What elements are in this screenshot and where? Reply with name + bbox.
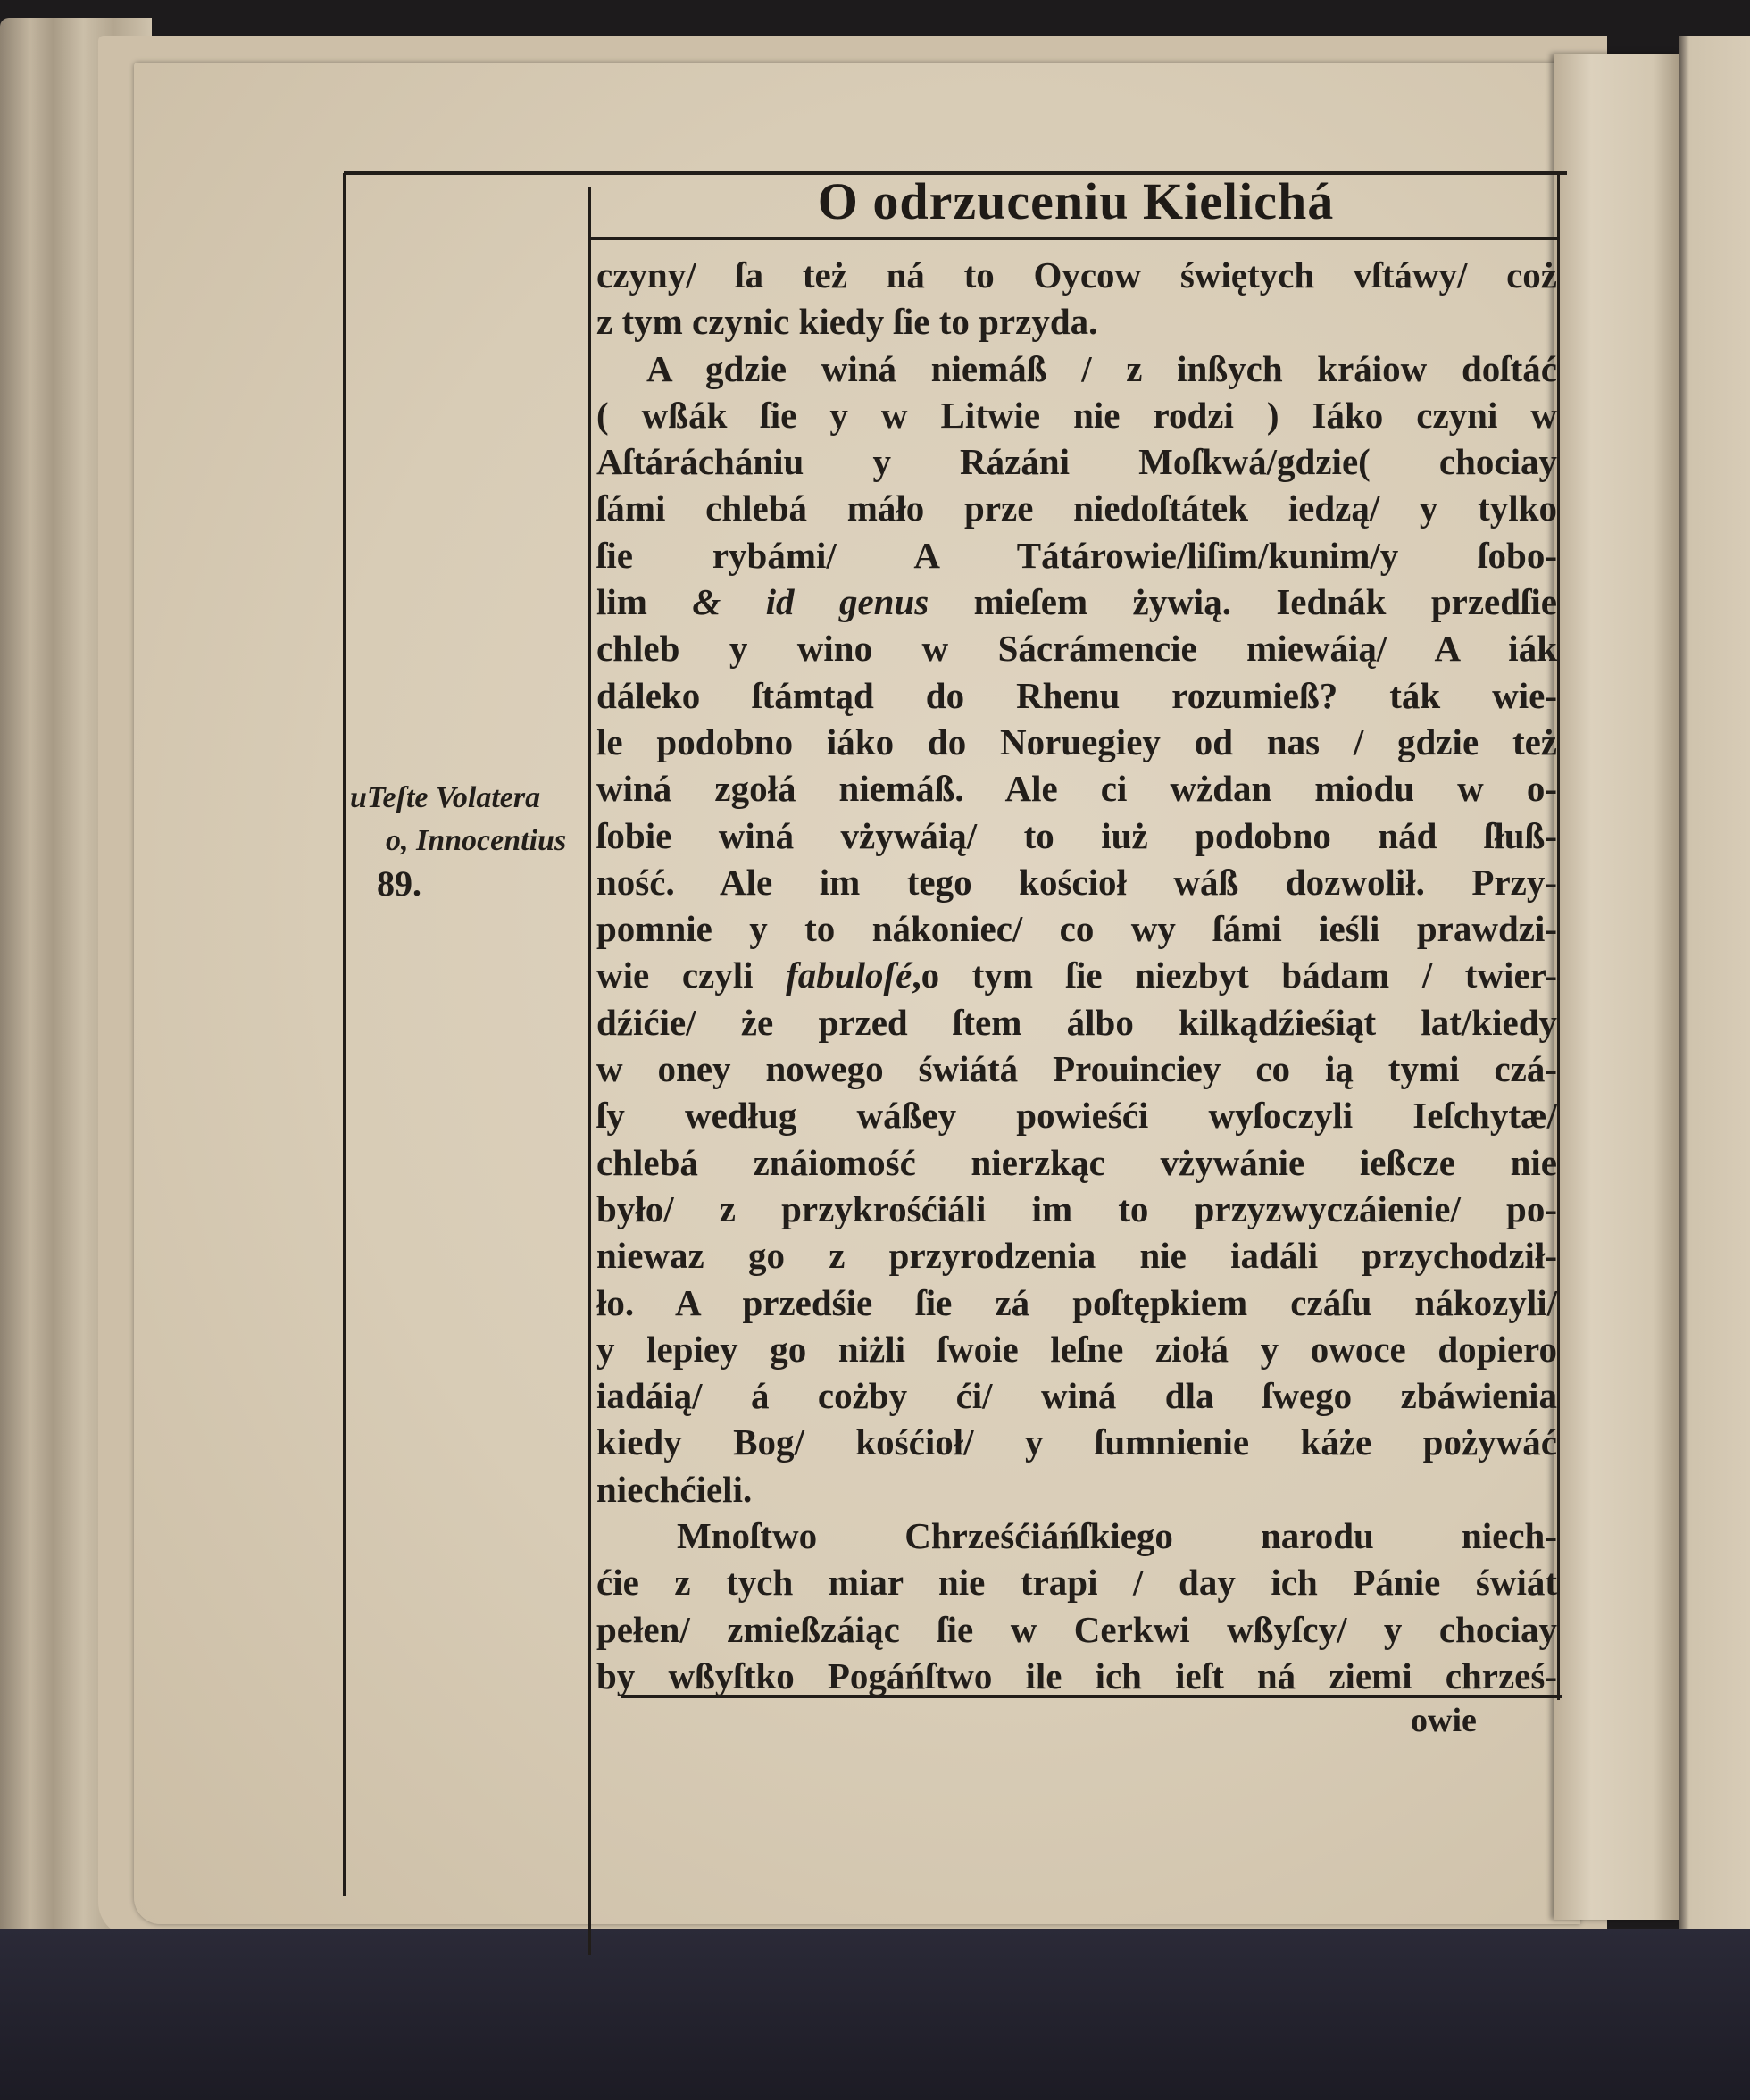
left-frame-rule: [343, 173, 346, 1896]
text-segment: ( wßák ſie y w Litwie nie rodzi ) Iáko czyni w: [596, 394, 1557, 436]
text-line: [596, 392, 1557, 438]
text-line: [596, 859, 1557, 905]
text-segment: chlebá znáiomość nierzkąc vżywánie ießcze nie: [596, 1141, 1557, 1183]
text-segment: y lepiey go niżli ſwoie leſne ziołá y owoce dopiero: [596, 1328, 1557, 1370]
text-segment: ność. Ale im tego kościoł wáß dozwolił. Przy-: [596, 861, 1557, 903]
text-line: [596, 1372, 1557, 1419]
adjacent-page-edge: [1554, 54, 1679, 1920]
text-line: [596, 1606, 1557, 1653]
italic-text: fabuloſé: [786, 954, 912, 996]
text-segment: ſie rybámi/ A Tátárowie/liſim/kunim/y ſobo-: [596, 534, 1557, 576]
text-segment: iadáią/ á cożby ći/ winá dla ſwego zbáwienia: [596, 1375, 1557, 1417]
text-line: [596, 905, 1557, 952]
text-line: [596, 952, 1557, 998]
text-segment: winá zgołá niemáß. Ale ci wżdan miodu w o-: [596, 768, 1557, 810]
text-segment: Mnoſtwo Chrześćiáńſkiego narodu niech-: [677, 1515, 1557, 1557]
text-line: [596, 1092, 1557, 1138]
text-segment: by wßyſtko Pogáńſtwo ile ich ieſt ná ziemi chrześ-: [596, 1654, 1557, 1696]
margin-note-line: o, Innocentius: [386, 824, 567, 857]
margin-note-number: 89.: [377, 863, 421, 904]
text-line: [596, 1279, 1557, 1326]
text-line: [596, 1512, 1557, 1559]
text-segment: wie czyli: [596, 954, 787, 996]
text-line: [596, 252, 1557, 298]
text-segment: mieſem żywią. Iednák przedſie: [929, 581, 1557, 623]
text-line: [596, 346, 1557, 392]
text-segment: kiedy Bog/ kośćioł/ y ſumnienie káże pożywáć: [596, 1421, 1557, 1463]
text-segment: lim: [596, 581, 693, 623]
text-segment: niechćieli.: [596, 1468, 753, 1510]
text-line: [596, 1559, 1557, 1605]
text-segment: dáleko ſtámtąd do Rhenu rozumieß? ták wie-: [596, 674, 1557, 716]
text-segment: ćie z tych miar nie trapi / day ich Pánie świát: [596, 1562, 1557, 1604]
text-line: [596, 812, 1557, 859]
text-line: [596, 1466, 1557, 1512]
inner-column-rule: [588, 188, 591, 1955]
text-line: [596, 625, 1557, 671]
background-surface: [0, 1929, 1750, 2100]
text-line: [596, 672, 1557, 719]
margin-note: [350, 777, 609, 905]
text-line: [596, 999, 1557, 1046]
catchword: owie: [1411, 1702, 1477, 1739]
text-segment: ſámi chlebá máło prze niedoſtátek iedzą/ y tylko: [596, 488, 1557, 529]
text-segment: w oney nowego świátá Prouinciey co ią tymi czá-: [596, 1048, 1557, 1090]
text-line: [596, 1232, 1557, 1279]
title-underline-rule: [591, 238, 1560, 240]
text-segment: Aſtáráchániu y Rázáni Moſkwá/gdzie( chociay: [596, 441, 1557, 483]
text-line: [596, 532, 1557, 579]
text-segment: le podobno iáko do Noruegiey od nas / gdzie też: [596, 721, 1557, 762]
text-line: [596, 298, 1557, 345]
text-segment: było/ z przykrośćiáli im to przyzwyczáienie/ po-: [596, 1188, 1557, 1229]
text-line: [596, 485, 1557, 531]
text-line: [596, 1046, 1557, 1092]
margin-note-line: uTeſte Volatera: [350, 781, 541, 814]
text-segment: dźićie/ że przed ſtem álbo kilkądźieśiąt lat/kiedy: [596, 1001, 1557, 1043]
next-page: [1679, 36, 1750, 2000]
text-segment: ,o tym ſie niezbyt bádam / twier-: [912, 954, 1557, 996]
text-segment: ło. A przedśie ſie zá poſtępkiem czáſu nákozyli/: [596, 1281, 1557, 1323]
text-line: [596, 579, 1557, 625]
text-line: [596, 1419, 1557, 1465]
text-line: [596, 1186, 1557, 1232]
text-segment: pełen/ zmießzáiąc ſie w Cerkwi wßyſcy/ y chociay: [596, 1608, 1557, 1650]
text-segment: pomnie y to nákoniec/ co wy ſámi ieśli prawdzi-: [596, 908, 1557, 950]
text-line: [596, 1139, 1557, 1186]
text-segment: ſobie winá vżywáią/ to iuż podobno nád ſłuß-: [596, 814, 1557, 856]
text-segment: niewaz go z przyrodzenia nie iadáli przychodził-: [596, 1235, 1557, 1277]
text-line: [596, 765, 1557, 812]
running-head: O odrzuceniu Kielichá: [817, 172, 1335, 230]
text-line: [596, 719, 1557, 765]
text-segment: z tym czynic kiedy ſie to przyda.: [596, 301, 1098, 343]
text-line: [596, 1326, 1557, 1372]
body-text: [596, 252, 1557, 1699]
text-segment: chleb y wino w Sácrámencie miewáią/ A iák: [596, 628, 1557, 670]
text-line: [596, 438, 1557, 485]
italic-text: & id genus: [692, 581, 929, 623]
text-segment: ſy według wáßey powieśći wyſoczyli Ieſchytæ/: [596, 1095, 1557, 1137]
text-line: [596, 1653, 1557, 1699]
right-frame-rule: [1557, 173, 1560, 1700]
text-segment: czyny/ ſa też ná to Oycow świętych vſtáwy/ coż: [596, 254, 1557, 296]
text-segment: A gdzie winá niemáß / z inßych kráiow doſtáć: [646, 347, 1557, 389]
